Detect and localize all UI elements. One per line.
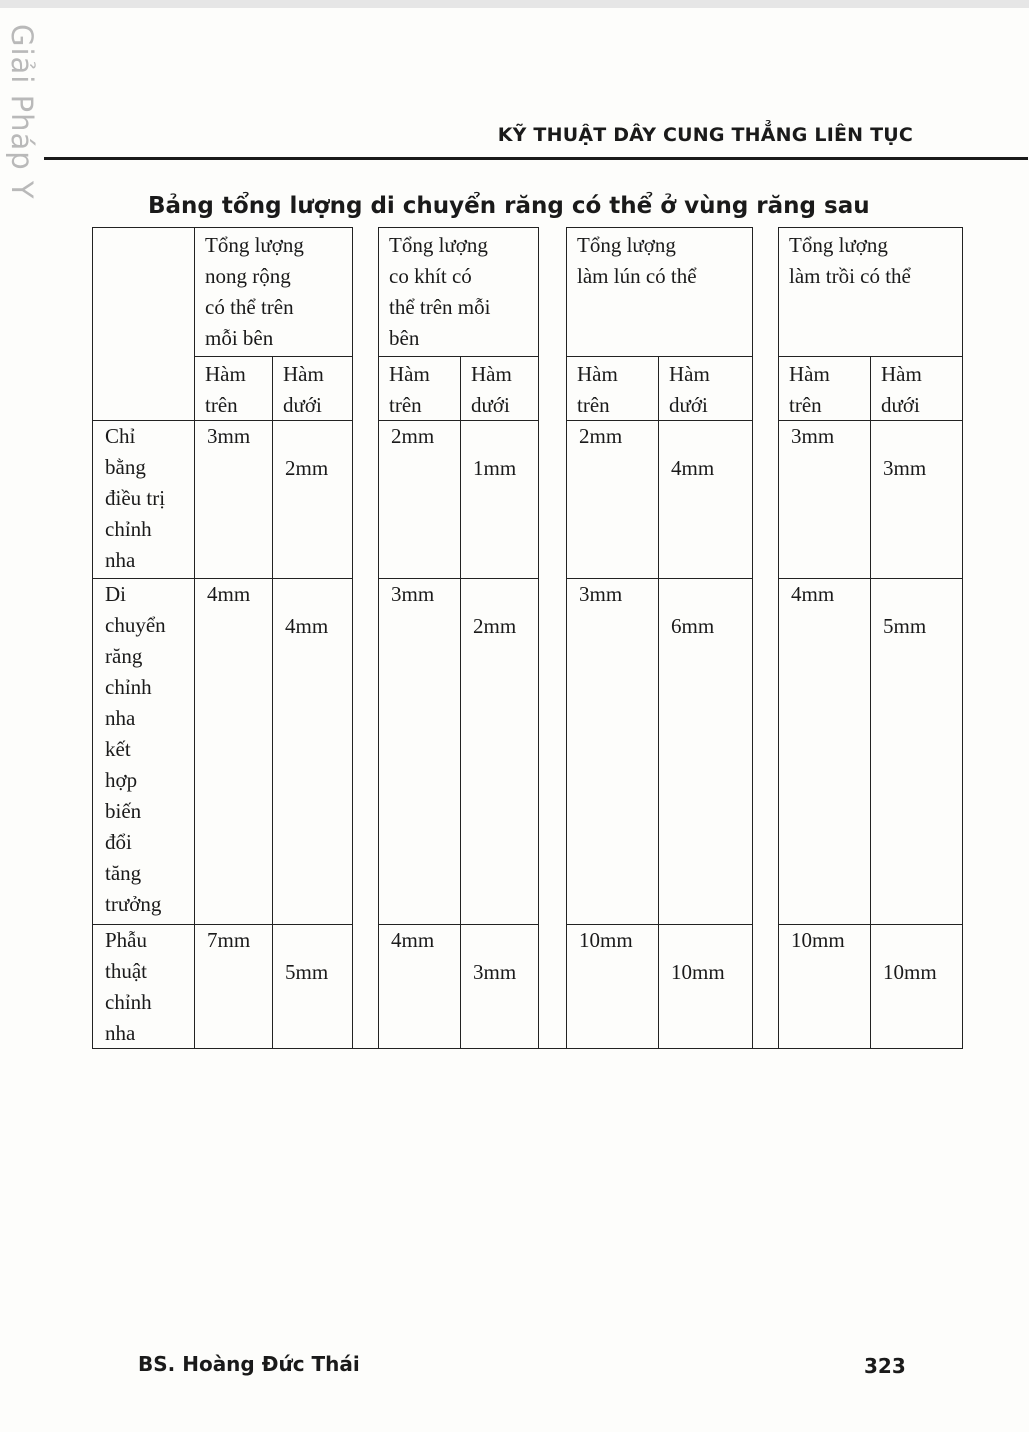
value-r1-c2-text: 2mm [285, 456, 329, 480]
column-gap-1 [352, 227, 379, 1049]
value-r1-c2 [272, 420, 353, 579]
value-r3-c4 [460, 924, 539, 1049]
corner-cell [92, 227, 195, 421]
group-header-1 [194, 227, 353, 357]
value-r2-c1-text: 4mm [207, 582, 251, 606]
row-label-2 [92, 578, 195, 925]
value-r2-c5-text: 3mm [579, 582, 623, 606]
row-label-2-text: Di chuyển răng chỉnh nha kết hợp biến đổi tăng trưởng [105, 582, 166, 916]
row-label-1 [92, 420, 195, 579]
value-r2-c3-text: 3mm [391, 582, 435, 606]
value-r2-c8-text: 5mm [883, 614, 927, 638]
value-r3-c6 [658, 924, 753, 1049]
value-r3-c5-text: 10mm [579, 928, 633, 952]
value-r2-c8 [870, 578, 963, 925]
subheader-lower-1 [272, 356, 353, 421]
subheader-upper-4-text: Hàm trên [789, 362, 830, 417]
subheader-lower-4 [870, 356, 963, 421]
value-r3-c1 [194, 924, 273, 1049]
value-r1-c5 [566, 420, 659, 579]
header-rule [44, 157, 1028, 160]
page-number: 323 [864, 1354, 906, 1378]
value-r2-c2-text: 4mm [285, 614, 329, 638]
group-header-3-text: Tổng lượng làm lún có thể [577, 233, 697, 288]
value-r1-c4 [460, 420, 539, 579]
value-r1-c8 [870, 420, 963, 579]
value-r3-c4-text: 3mm [473, 960, 517, 984]
value-r3-c8 [870, 924, 963, 1049]
value-r1-c4-text: 1mm [473, 456, 517, 480]
value-r1-c8-text: 3mm [883, 456, 927, 480]
subheader-lower-3 [658, 356, 753, 421]
subheader-lower-2-text: Hàm dưới [471, 362, 512, 417]
value-r1-c1 [194, 420, 273, 579]
value-r1-c6 [658, 420, 753, 579]
value-r2-c7-text: 4mm [791, 582, 835, 606]
table-title: Bảng tổng lượng di chuyển răng có thể ở vùng răng sau [148, 193, 870, 219]
value-r3-c3-text: 4mm [391, 928, 435, 952]
value-r2-c5 [566, 578, 659, 925]
value-r2-c4 [460, 578, 539, 925]
value-r3-c2 [272, 924, 353, 1049]
value-r3-c6-text: 10mm [671, 960, 725, 984]
value-r1-c3-text: 2mm [391, 424, 435, 448]
value-r1-c1-text: 3mm [207, 424, 251, 448]
value-r2-c4-text: 2mm [473, 614, 517, 638]
subheader-lower-2 [460, 356, 539, 421]
group-header-4-text: Tổng lượng làm trồi có thể [789, 233, 911, 288]
value-r3-c3 [378, 924, 461, 1049]
running-head: KỸ THUẬT DÂY CUNG THẲNG LIÊN TỤC [497, 124, 913, 146]
subheader-upper-4 [778, 356, 871, 421]
subheader-upper-3 [566, 356, 659, 421]
value-r1-c7-text: 3mm [791, 424, 835, 448]
row-label-3 [92, 924, 195, 1049]
value-r1-c3 [378, 420, 461, 579]
group-header-2-text: Tổng lượng co khít có thể trên mỗi bên [389, 233, 491, 350]
value-r1-c7 [778, 420, 871, 579]
subheader-upper-1 [194, 356, 273, 421]
value-r2-c6-text: 6mm [671, 614, 715, 638]
subheader-upper-2-text: Hàm trên [389, 362, 430, 417]
value-r2-c2 [272, 578, 353, 925]
group-header-3 [566, 227, 753, 357]
group-header-2 [378, 227, 539, 357]
value-r2-c7 [778, 578, 871, 925]
value-r3-c8-text: 10mm [883, 960, 937, 984]
footer-author: BS. Hoàng Đức Thái [138, 1352, 360, 1376]
group-header-4 [778, 227, 963, 357]
row-label-1-text: Chỉ bằng điều trị chỉnh nha [105, 424, 166, 572]
group-header-1-text: Tổng lượng nong rộng có thể trên mỗi bên [205, 233, 304, 350]
value-r2-c6 [658, 578, 753, 925]
value-r3-c1-text: 7mm [207, 928, 251, 952]
scan-top-band [0, 0, 1029, 8]
subheader-upper-3-text: Hàm trên [577, 362, 618, 417]
value-r3-c7-text: 10mm [791, 928, 845, 952]
watermark: Giải Pháp Y [5, 24, 39, 200]
value-r3-c5 [566, 924, 659, 1049]
column-gap-3 [752, 227, 779, 1049]
subheader-lower-3-text: Hàm dưới [669, 362, 710, 417]
subheader-upper-1-text: Hàm trên [205, 362, 246, 417]
subheader-lower-4-text: Hàm dưới [881, 362, 922, 417]
column-gap-2 [538, 227, 567, 1049]
subheader-upper-2 [378, 356, 461, 421]
value-r1-c6-text: 4mm [671, 456, 715, 480]
value-r2-c3 [378, 578, 461, 925]
row-label-3-text: Phẫu thuật chỉnh nha [105, 928, 152, 1045]
value-r3-c7 [778, 924, 871, 1049]
value-r1-c5-text: 2mm [579, 424, 623, 448]
value-r2-c1 [194, 578, 273, 925]
subheader-lower-1-text: Hàm dưới [283, 362, 324, 417]
value-r3-c2-text: 5mm [285, 960, 329, 984]
